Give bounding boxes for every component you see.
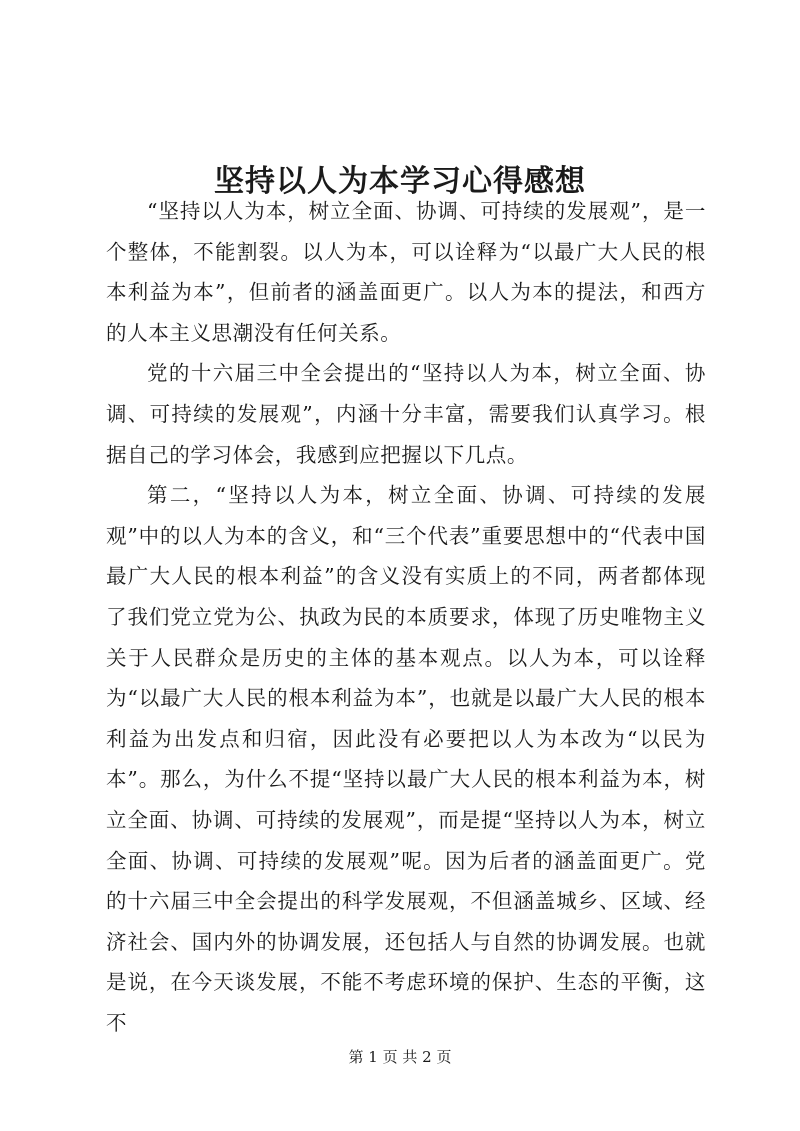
paragraph-3: 第二，“坚持以人为本，树立全面、协调、可持续的发展观”中的以人为本的含义，和“三个代表”重要思想中的“代表中国最广大人民的根本利益”的含义没有实质上的不同，两者都体现了我们党立党为公、执政为民的本质要求，体现了历史唯物主义关于人民群众是历史的主体的基本观点。以人为本，可以诠释为“以最广大人民的根本利益为本”，也就是以最广大人民的根本利益为出发点和归宿，因此没有必要把以人为本改为“以民为本”。那么，为什么不提“坚持以最广大人民的根本利益为本，树立全面、协调、可持续的发展观”，而是提“坚持以人为本，树立全面、协调、可持续的发展观”呢。因为后者的涵盖面更广。党的十六届三中全会提出的科学发展观，不但涵盖城乡、区域、经济社会、国内外的协调发展，还包括人与自然的协调发展。也就是说，在今天谈发展，不能不考虑环境的保护、生态的平衡，这不 xyxy=(106,483,706,1035)
paragraph-1: “坚持以人为本，树立全面、协调、可持续的发展观”，是一个整体，不能割裂。以人为本，可以诠释为“以最广大人民的根本利益为本”，但前者的涵盖面更广。以人为本的提法，和西方的人本主义思潮没有任何关系。 xyxy=(106,199,706,345)
paragraph-2: 党的十六届三中全会提出的“坚持以人为本，树立全面、协调、可持续的发展观”，内涵十分丰富，需要我们认真学习。根据自己的学习体会，我感到应把握以下几点。 xyxy=(106,361,706,467)
document-body xyxy=(106,191,706,1043)
document-title: 坚持以人为本学习心得感想 xyxy=(214,164,586,200)
page-footer: 第 1 页 共 2 页 xyxy=(348,1048,452,1066)
